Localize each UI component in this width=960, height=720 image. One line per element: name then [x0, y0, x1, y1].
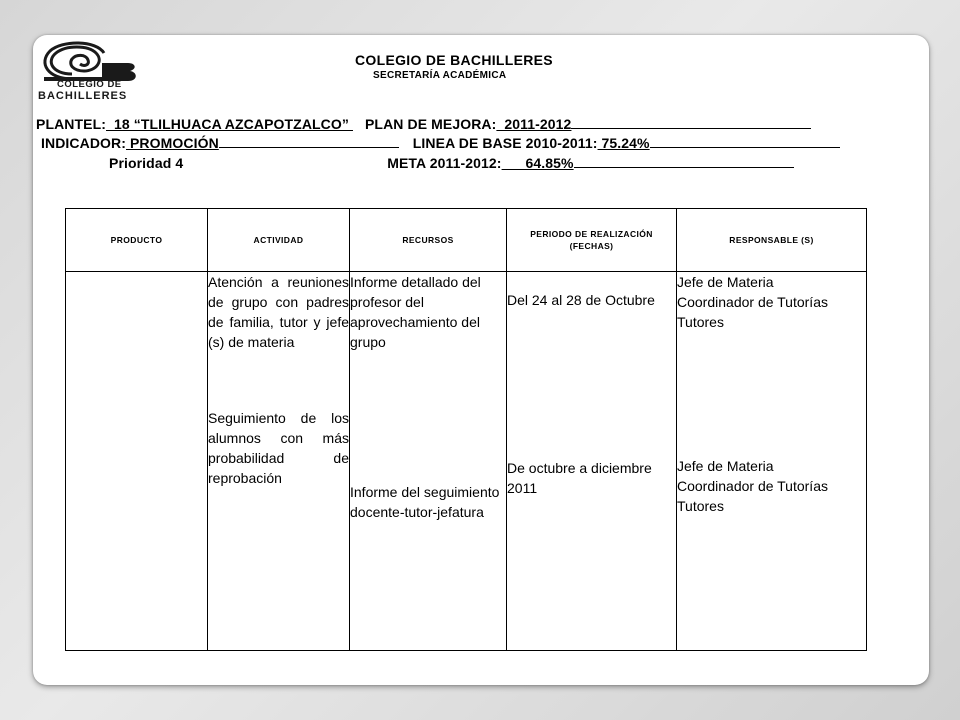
actividad-item-2: Seguimiento de los alumnos con más probabilidad de reprobación	[208, 410, 349, 486]
recursos-item-1: Informe detallado del profesor del aprovechamiento del grupo	[350, 274, 481, 350]
responsable-1-line-1: Jefe de Materia	[677, 274, 774, 290]
school-title: COLEGIO DE BACHILLERES	[355, 52, 553, 68]
plantel-label: PLANTEL:	[36, 116, 107, 132]
responsable-1-line-3: Tutores	[677, 314, 724, 330]
header-producto: PRODUCTO	[66, 209, 208, 272]
recursos-cell	[350, 272, 507, 651]
plan-underline	[571, 115, 811, 129]
slide	[33, 35, 929, 685]
logo-line-2: BACHILLERES	[38, 90, 128, 102]
responsable-1-line-2: Coordinador de Tutorías	[677, 294, 828, 310]
responsable-cell	[677, 272, 867, 651]
periodo-cell	[507, 272, 677, 651]
header-responsable: RESPONSABLE (S)	[677, 209, 867, 272]
meta-label: META 2011-2012:	[387, 155, 502, 171]
plan-table	[65, 208, 867, 651]
plan-value: 2011-2012	[496, 116, 572, 132]
indicador-value: PROMOCIÓN	[126, 135, 219, 151]
periodo-item-2: De octubre a diciembre 2011	[507, 460, 652, 496]
producto-cell	[66, 272, 208, 651]
periodo-item-1: Del 24 al 28 de Octubre	[507, 292, 655, 308]
plan-label: PLAN DE MEJORA:	[364, 116, 497, 132]
prioridad-line	[109, 154, 794, 171]
recursos-item-2: Informe del seguimiento docente-tutor-jefatura	[350, 484, 500, 520]
responsable-2-line-1: Jefe de Materia	[677, 458, 774, 474]
meta-underline	[574, 154, 794, 168]
linea-value: 75.24%	[597, 135, 650, 151]
actividad-cell	[208, 272, 350, 651]
responsable-2-line-2: Coordinador de Tutorías	[677, 478, 828, 494]
header-periodo: PERIODO DE REALIZACIÓN (FECHAS)	[507, 209, 677, 272]
logo-line-1: COLEGIO DE	[57, 79, 122, 90]
plantel-value: 18 “TLILHUACA AZCAPOTZALCO”	[106, 116, 353, 132]
department-subtitle: SECRETARÍA ACADÉMICA	[373, 70, 507, 81]
linea-label: LINEA DE BASE 2010-2011:	[412, 135, 598, 151]
indicador-line	[41, 134, 840, 151]
header-recursos: RECURSOS	[350, 209, 507, 272]
table-row	[66, 272, 867, 651]
meta-value: 64.85%	[501, 155, 574, 171]
prioridad-label: Prioridad 4	[109, 155, 184, 171]
indicador-underline	[219, 134, 399, 148]
responsable-group-2	[677, 456, 866, 516]
table-header-row	[66, 209, 867, 272]
responsable-group-1	[677, 272, 866, 332]
plantel-line	[36, 115, 811, 132]
indicador-label: INDICADOR:	[41, 135, 126, 151]
actividad-item-1: Atención a reuniones de grupo con padres de familia, tutor y jefe (s) de materia	[208, 274, 349, 350]
linea-underline	[650, 134, 840, 148]
header-actividad: ACTIVIDAD	[208, 209, 350, 272]
responsable-2-line-3: Tutores	[677, 498, 724, 514]
